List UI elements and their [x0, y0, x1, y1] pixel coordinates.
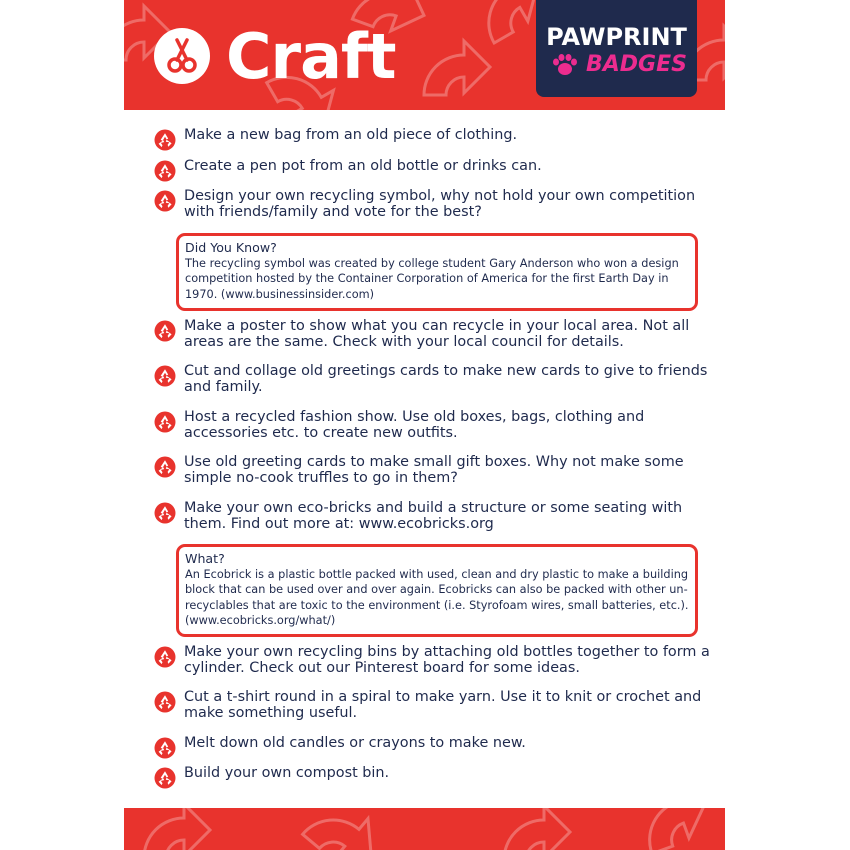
- list-item-text: Make a new bag from an old piece of clothing.: [184, 127, 518, 143]
- recycle-bullet-icon: [154, 456, 176, 478]
- box-text: An Ecobrick is a plastic bottle packed with used, clean and dry plastic to make a building block that can be used over and over again. Ecobricks can also be packed with other un-recyclables that are toxic to the environment (i.e. Styrofoam wires, small batteries, etc.). (www.ecobricks.org/what/): [185, 568, 689, 628]
- what-is-ecobrick-box: [176, 544, 698, 637]
- list-item-text: Cut and collage old greetings cards to make new cards to give to friends and family.: [184, 363, 708, 395]
- brand-name-bottom: BADGES: [586, 52, 687, 77]
- list-item-text: Make a poster to show what you can recycle in your local area. Not all areas are the same. Check with your local council for details.: [184, 318, 690, 350]
- did-you-know-box: [176, 233, 698, 311]
- list-item-text: Cut a t-shirt round in a spiral to make yarn. Use it to knit or crochet and make something useful.: [184, 689, 702, 721]
- paw-icon: [552, 54, 578, 76]
- list-item-text: Make your own recycling bins by attaching old bottles together to form a cylinder. Check out our Pinterest board for some ideas.: [184, 644, 710, 676]
- recycle-bullet-icon: [154, 190, 176, 212]
- scissors-icon: [154, 28, 210, 84]
- recycle-bullet-icon: [154, 691, 176, 713]
- header-banner: [124, 0, 725, 110]
- pawprint-badges-logo: [536, 0, 697, 97]
- list-item-text: Use old greeting cards to make small gift boxes. Why not make some simple no-cook truffles to go in them?: [184, 454, 684, 486]
- recycle-bullet-icon: [154, 646, 176, 668]
- recycle-bullet-icon: [154, 160, 176, 182]
- page: [124, 0, 725, 850]
- list-item-text: Melt down old candles or crayons to make new.: [184, 735, 526, 751]
- box-text: The recycling symbol was created by college student Gary Anderson who won a design competition hosted by the Container Corporation of America for the first Earth Day in 1970. (www.businessinsider.com): [185, 257, 679, 301]
- recycle-bullet-icon: [154, 129, 176, 151]
- box-title: Did You Know?: [185, 240, 277, 255]
- recycle-bullet-icon: [154, 502, 176, 524]
- recycle-bullet-icon: [154, 767, 176, 789]
- list-item-text: Build your own compost bin.: [184, 765, 390, 781]
- list-item-text: Host a recycled fashion show. Use old boxes, bags, clothing and accessories etc. to create new outfits.: [184, 409, 645, 441]
- list-item-text: Design your own recycling symbol, why not hold your own competition with friends/family and vote for the best?: [184, 188, 696, 220]
- recycle-bullet-icon: [154, 737, 176, 759]
- box-title: What?: [185, 551, 225, 566]
- recycle-bullet-icon: [154, 365, 176, 387]
- recycle-bullet-icon: [154, 320, 176, 342]
- list-item-text: Make your own eco-bricks and build a structure or some seating with them. Find out more at: www.ecobricks.org: [184, 500, 683, 532]
- list-item-text: Create a pen pot from an old bottle or drinks can.: [184, 158, 542, 174]
- recycle-pattern-decoration: [124, 808, 725, 850]
- recycle-bullet-icon: [154, 411, 176, 433]
- page-title: Craft: [226, 20, 396, 93]
- footer-banner: [124, 808, 725, 850]
- brand-name-top: PAWPRINT: [546, 23, 687, 51]
